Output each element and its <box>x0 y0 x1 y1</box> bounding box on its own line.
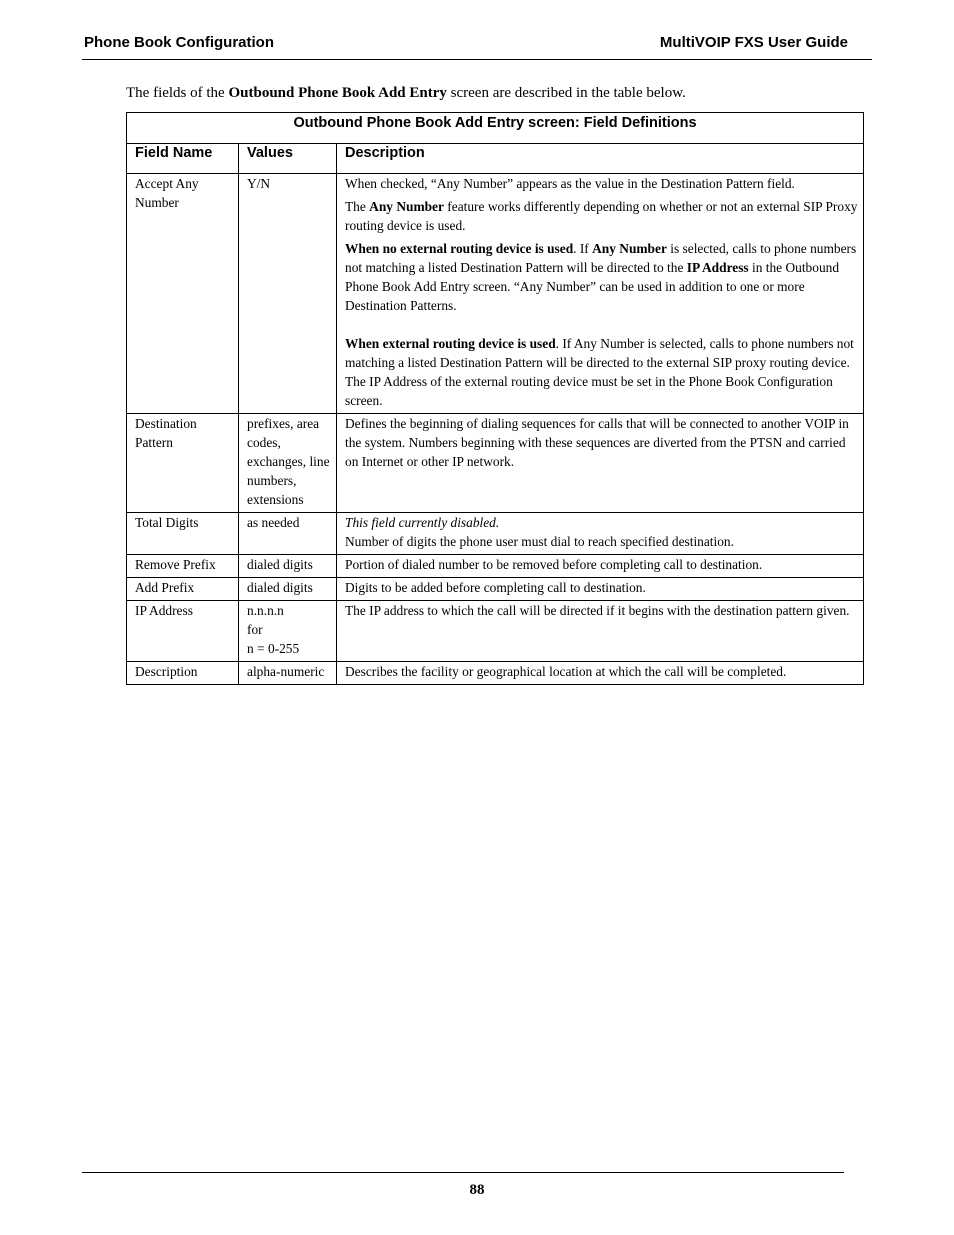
field-name-cell: Total Digits <box>127 513 239 555</box>
field-name-cell: Description <box>127 662 239 685</box>
header-rule <box>82 59 872 60</box>
description-cell: Portion of dialed number to be removed before completing call to destination. <box>337 555 864 578</box>
table-row <box>127 601 864 662</box>
guide-title: MultiVOIP FXS User Guide <box>659 34 848 51</box>
table-caption: Outbound Phone Book Add Entry screen: Field Definitions <box>127 113 864 144</box>
section-title: Phone Book Configuration <box>84 34 274 51</box>
values-cell: as needed <box>239 513 337 555</box>
description-cell <box>337 174 864 414</box>
values-line: n = 0-255 <box>247 641 300 656</box>
page-header <box>84 34 848 52</box>
field-name-cell: IP Address <box>127 601 239 662</box>
intro-text-before: The fields of the <box>126 85 229 101</box>
field-definitions-table <box>126 112 864 685</box>
description-text: Number of digits the phone user must dial to reach specified destination. <box>345 534 734 549</box>
table-row <box>127 414 864 513</box>
description-cell <box>337 513 864 555</box>
values-cell: prefixes, area codes, exchanges, line numbers, extensions <box>239 414 337 513</box>
table-row <box>127 174 864 414</box>
table-caption-row <box>127 113 864 144</box>
field-name-cell: Remove Prefix <box>127 555 239 578</box>
values-cell <box>239 601 337 662</box>
description-cell: Describes the facility or geographical location at which the call will be completed. <box>337 662 864 685</box>
column-header-description: Description <box>337 144 864 174</box>
table-row <box>127 555 864 578</box>
page-number: 88 <box>469 1182 485 1198</box>
footer-rule <box>82 1172 844 1173</box>
table-row <box>127 662 864 685</box>
values-cell: dialed digits <box>239 578 337 601</box>
description-cell: The IP address to which the call will be directed if it begins with the destination pattern given. <box>337 601 864 662</box>
description-paragraph: When no external routing device is used. If Any Number is selected, calls to phone numbers not matching a listed Destination Pattern will be directed to the IP Address in the Outbound Phone Book Add Entry screen. “Any Number” can be used in addition to one or more Destination Patterns. <box>345 241 857 313</box>
description-cell: Digits to be added before completing call to destination. <box>337 578 864 601</box>
intro-sentence <box>126 85 686 102</box>
field-name-cell: Accept Any Number <box>127 174 239 414</box>
values-line: n.n.n.n <box>247 603 284 618</box>
table-row <box>127 578 864 601</box>
table-header-row <box>127 144 864 174</box>
values-cell: alpha-numeric <box>239 662 337 685</box>
column-header-field-name: Field Name <box>127 144 239 174</box>
intro-screen-name: Outbound Phone Book Add Entry <box>228 85 447 101</box>
description-cell: Defines the beginning of dialing sequences for calls that will be connected to another VOIP in the system. Numbers beginning with these sequences are diverted from the PTSN and carried on Internet or other IP network. <box>337 414 864 513</box>
field-name-cell: Add Prefix <box>127 578 239 601</box>
intro-text-after: screen are described in the table below. <box>446 85 686 101</box>
field-name-cell: Destination Pattern <box>127 414 239 513</box>
description-paragraph: When external routing device is used. If Any Number is selected, calls to phone numbers not matching a listed Destination Pattern will be directed to the external SIP proxy routing device. The IP Address of the external routing device must be set in the Phone Book Configuration screen. <box>345 336 854 408</box>
values-cell: Y/N <box>239 174 337 414</box>
table-row <box>127 513 864 555</box>
description-paragraph: The Any Number feature works differently depending on whether or not an external SIP Proxy routing device is used. <box>345 199 858 233</box>
description-paragraph: When checked, “Any Number” appears as the value in the Destination Pattern field. <box>345 176 795 191</box>
disabled-note: This field currently disabled. <box>345 515 500 530</box>
values-line: for <box>247 622 263 637</box>
column-header-values: Values <box>239 144 337 174</box>
values-cell: dialed digits <box>239 555 337 578</box>
